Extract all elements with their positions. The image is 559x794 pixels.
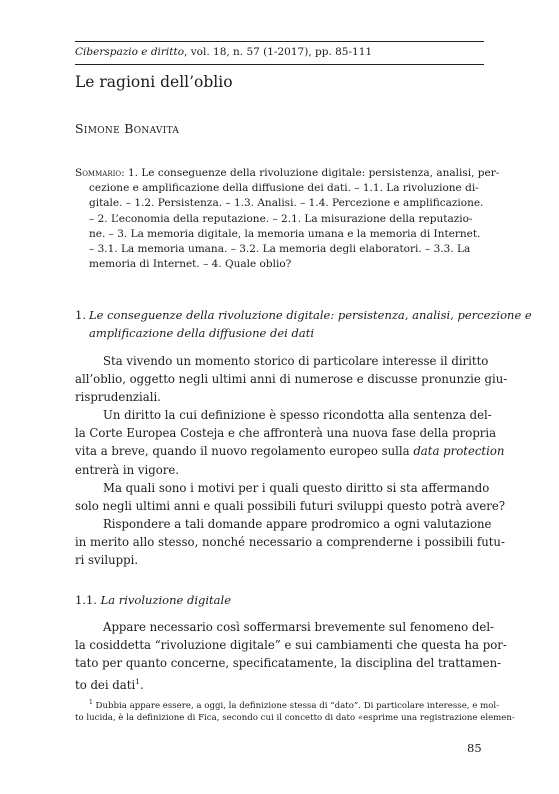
section-heading-1-1 xyxy=(75,591,484,609)
paragraph-line: tato per quanto concerne, specificatamente, la disciplina del trattamen- xyxy=(75,656,502,671)
article-title: Le ragioni dell’oblio xyxy=(75,73,233,91)
running-head xyxy=(75,46,372,58)
section-title: La rivoluzione digitale xyxy=(100,593,232,607)
summary-line: ne. – 3. La memoria digitale, la memoria umana e la memoria di Internet. xyxy=(89,227,481,240)
journal-details: , vol. 18, n. 57 (1-2017), pp. 85-111 xyxy=(184,46,373,58)
paragraph-1 xyxy=(75,352,508,407)
footnote-line: to lucida, è la definizione di Fica, secondo cui il concetto di dato «esprime una registrazione elemen- xyxy=(75,713,515,724)
paragraph-line: la cosiddetta “rivoluzione digitale” e sui cambiamenti che questa ha por- xyxy=(75,638,507,653)
paragraph-line: solo negli ultimi anni e quali possibili futuri sviluppi questo potrà avere? xyxy=(75,499,506,514)
paragraph-2 xyxy=(75,406,505,479)
page-number: 85 xyxy=(467,741,482,755)
paragraph-line: Appare necessario così soffermarsi brevemente sul fenomeno del- xyxy=(103,620,495,634)
summary-block xyxy=(75,166,500,272)
article-author: Simone Bonavita xyxy=(75,121,180,136)
footnote-marker: 1 xyxy=(89,699,93,706)
paragraph-line: Ma quali sono i motivi per i quali questo diritto si sta affermando xyxy=(103,481,490,495)
section-title-line: Le conseguenze della rivoluzione digitale: persistenza, analisi, percezione e xyxy=(89,308,532,322)
paragraph-line: la Corte Europea Costeja e che affronterà una nuova fase della propria xyxy=(75,426,497,441)
footnote xyxy=(75,697,515,725)
paragraph-4 xyxy=(75,515,505,570)
italic-term: data protection xyxy=(413,444,505,459)
summary-line: gitale. – 1.2. Persistenza. – 1.3. Analisi. – 1.4. Percezione e amplificazione. xyxy=(89,197,484,210)
summary-line: memoria di Internet. – 4. Quale oblio? xyxy=(89,258,292,271)
paragraph-line: in merito allo stesso, nonché necessario a comprenderne i possibili futu- xyxy=(75,535,505,550)
paragraph-line: vita a breve, quando il nuovo regolamento europeo sulla xyxy=(75,444,414,459)
paragraph-line: entrerà in vigore. xyxy=(75,462,179,477)
paragraph-5: Appare necessario così soffermarsi brevemente sul fenomeno del- la cosiddetta “rivoluzione digitale” e sui cambiamenti che questa ha por- tato per quanto concerne, specificatamente, la disciplina del trattamen- to dei dati$^1$. xyxy=(75,620,507,692)
section-heading-1 xyxy=(75,306,532,342)
summary-line: – 2. L’economia della reputazione. – 2.1. La misurazione della reputazio- xyxy=(89,212,473,225)
journal-name: Ciberspazio e diritto xyxy=(75,46,185,58)
header-rule-bottom xyxy=(75,64,484,65)
summary-line: 1. Le conseguenze della rivoluzione digitale: persistenza, analisi, per- xyxy=(124,167,500,179)
header-rule-top xyxy=(75,41,484,42)
footnote-line: Dubbia appare essere, a oggi, la definizione stessa di “dato”. Di particolare interesse, e mol- xyxy=(92,700,500,711)
summary-line: – 3.1. La memoria umana. – 3.2. La memoria degli elaboratori. – 3.3. La xyxy=(89,242,471,255)
paragraph-line: ri sviluppi. xyxy=(75,553,139,568)
section-title-line: amplificazione della diffusione dei dati xyxy=(89,326,314,340)
paragraph-line: Rispondere a tali domande appare prodromico a ogni valutazione xyxy=(103,517,492,531)
section-number: 1. xyxy=(75,308,86,322)
section-number: 1.1. xyxy=(75,593,97,607)
paragraph-line: risprudenziali. xyxy=(75,390,161,405)
summary-label: Sommario: xyxy=(75,167,125,179)
summary-line: cezione e amplificazione della diffusione dei dati. – 1.1. La rivoluzione di- xyxy=(89,182,479,195)
footnote-reference[interactable]: 1 xyxy=(135,676,140,686)
paragraph-line: Un diritto la cui definizione è spesso ricondotta alla sentenza del- xyxy=(103,408,492,422)
paragraph-line: all’oblio, oggetto negli ultimi anni di numerose e discusse pronunzie giu- xyxy=(75,372,508,387)
paragraph-line: Sta vivendo un momento storico di particolare interesse il diritto xyxy=(103,354,489,368)
paragraph-line: to dei dati xyxy=(75,677,136,692)
paragraph-3 xyxy=(75,479,506,515)
